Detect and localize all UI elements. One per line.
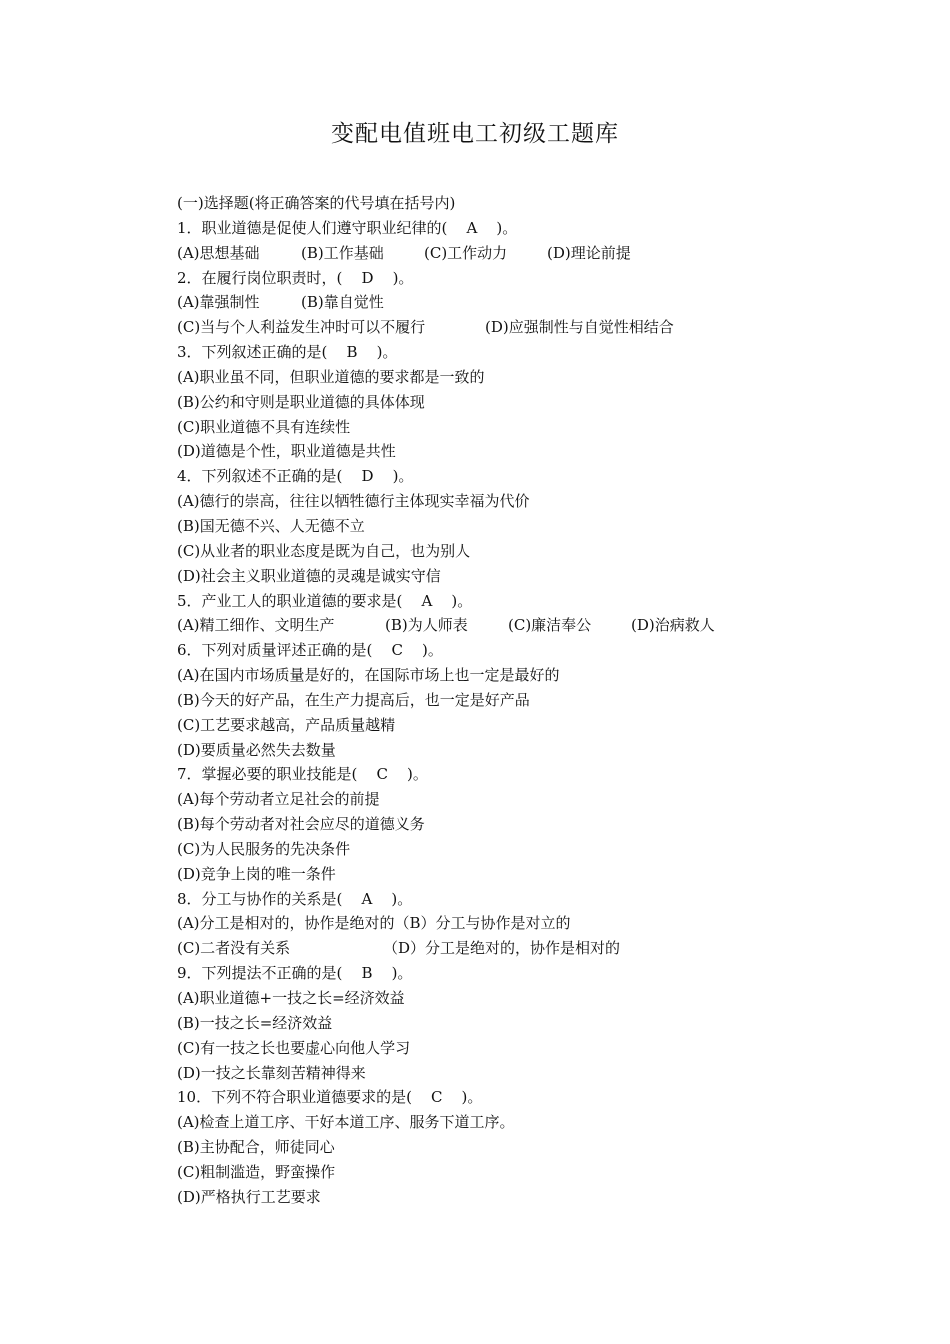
option: (A)检查上道工序、干好本道工序、服务下道工序。 [177,1113,515,1132]
option: (B)每个劳动者对社会应尽的道德义务 [177,815,425,834]
option: (B)一技之长=经济效益 [177,1013,333,1032]
option-row [177,613,797,638]
question-stem: 8．分工与协作的关系是( A )。 [177,889,413,908]
option: (B)为人师表 [385,616,468,635]
option: (B)国无德不兴、人无德不立 [177,516,365,535]
page-title: 变配电值班电工初级工题库 [331,121,619,147]
question-stem: 7．掌握必要的职业技能是( C )。 [177,765,428,784]
question-stem: 6．下列对质量评述正确的是( C )。 [177,641,443,660]
option: (C)有一技之长也要虚心向他人学习 [177,1038,411,1057]
option: (D)一技之长靠刻苦精神得来 [177,1063,366,1082]
option: (D)竞争上岗的唯一条件 [177,864,336,883]
option: (D)社会主义职业道德的灵魂是诚实守信 [177,566,441,585]
option: (A)德行的崇高，往往以牺牲德行主体现实幸福为代价 [177,492,530,511]
option: (C)工作动力 [424,243,508,262]
option: (C)职业道德不具有连续性 [177,417,351,436]
option: (C)当与个人利益发生冲时可以不履行 [177,318,426,337]
option: (B)靠自觉性 [301,293,384,312]
option: (B)工作基础 [301,243,384,262]
option: (B)公约和守则是职业道德的具体体现 [177,392,425,411]
option: （D）分工是绝对的，协作是相对的 [383,939,621,958]
option-row [177,241,797,266]
question-stem: 9．下列提法不正确的是( B )。 [177,964,413,983]
option: (C)工艺要求越高，产品质量越精 [177,715,396,734]
option: (A)分工是相对的，协作是绝对的（B）分工与协作是对立的 [177,914,571,933]
option: (C)廉洁奉公 [508,616,592,635]
question-stem: 2．在履行岗位职责时，( D )。 [177,268,414,287]
option: (D)应强制性与自觉性相结合 [485,318,674,337]
question-list [177,191,797,1210]
question-stem: 10．下列不符合职业道德要求的是( C )。 [177,1088,483,1107]
option: (D)治病救人 [631,616,715,635]
option: (B)今天的好产品，在生产力提高后，也一定是好产品 [177,690,530,709]
option: (A)每个劳动者立足社会的前提 [177,790,380,809]
option: (C)粗制滥造，野蛮操作 [177,1162,336,1181]
question-stem: 1．职业道德是促使人们遵守职业纪律的( A )。 [177,218,518,237]
option: (D)理论前提 [547,243,631,262]
option: (A)职业道德+一技之长=经济效益 [177,989,405,1007]
option: (A)思想基础 [177,243,260,262]
option: (C)为人民服务的先决条件 [177,839,351,858]
question-stem: 4．下列叙述不正确的是( D )。 [177,467,414,486]
section-heading: (一)选择题(将正确答案的代号填在括号内) [177,194,456,212]
option: (C)从业者的职业态度是既为自己，也为别人 [177,541,471,560]
option: (B)主协配合，师徒同心 [177,1138,335,1157]
option: (D)要质量必然失去数量 [177,740,336,759]
option-row [177,290,797,315]
question-stem: 3．下列叙述正确的是( B )。 [177,343,398,362]
option: (A)职业虽不同，但职业道德的要求都是一致的 [177,367,485,386]
option: (A)精工细作、文明生产 [177,616,335,635]
option-row [177,315,797,340]
question-stem: 5．产业工人的职业道德的要求是( A )。 [177,591,473,610]
option: (A)在国内市场质量是好的，在国际市场上也一定是最好的 [177,666,560,685]
option: (D)严格执行工艺要求 [177,1187,321,1206]
option: (D)道德是个性，职业道德是共性 [177,442,396,461]
option-row [177,936,797,961]
option: (A)靠强制性 [177,293,260,312]
option: (C)二者没有关系 [177,939,291,958]
